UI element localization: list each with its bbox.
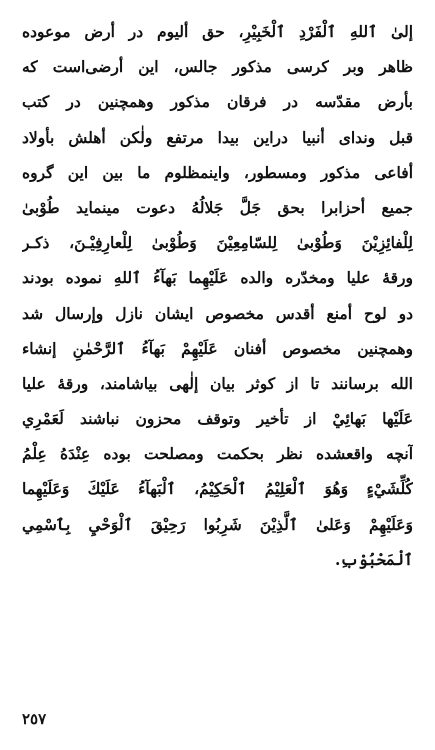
text-line-7: لِلْفائِزِيْنَ وَطُوْبىٰ لِلسّامِعِيْنَ وَطُوْبىٰ لِلْعارِفِيْـنَ، ذكـر	[22, 233, 413, 253]
page-number: ٢٥٧	[22, 710, 47, 728]
text-line-5: أفاعى مذكور ومسطور، واينمظلوم ما بين اين گروه	[22, 162, 413, 182]
body-text	[22, 14, 413, 577]
text-line-4: قبل ونداى أنبيا دراين بيدا مرتفع ولٰكن أهلش بأولاد	[22, 127, 413, 147]
text-line-10: وهمچنين مخصوص أفنان عَلَيْهِمْ بَهآءُ ٱلرَّحْمٰنِ إنشاء	[22, 338, 413, 358]
text-line-14: كُلِّشَيْءٍ وَهُوَ ٱلْعَلِيْمُ ٱلْحَكِيْمُ، ٱلْبَهآءُ عَلَيْكَ وَعَلَيْهِما	[22, 479, 413, 499]
text-line-13: آنچه واقعشده نظر بحكمت ومصلحت بوده عِنْدَهُ عِلْمُ	[22, 444, 413, 464]
text-line-8: ورقهٔ عليا ومخدّره والده عَلَيْهِما بَهآءُ ٱللهِ نموده بودند	[22, 268, 413, 288]
text-line-2: ظاهر وبر كرسى مذكور جالس، اين أرضى‌است كه	[22, 57, 413, 77]
text-line-3: بأرض مقدّسه در فرقان مذكور وهمچنين در كتب	[22, 92, 413, 112]
text-line-9: دو لوح أمنع أقدس مخصوص ايشان نازل وإرسال شد	[22, 303, 413, 323]
text-line-11: الله برسانند تا از كوثر بيان إلٰهى بياشامند، ورقهٔ عليا	[22, 373, 413, 393]
text-line-1: إلىٰ ٱللهِ ٱلْفَرْدِ ٱلْخَبِيْرِ، حق أليوم در أرض موعوده	[22, 22, 413, 41]
text-line-16: ٱلْمَحْبُوْبِ.	[334, 549, 413, 569]
text-line-6: جميع أحزابرا بحق جَلَّ جَلالُهُ دعوت مينمايد طُوْبىٰ	[22, 197, 413, 217]
text-line-12: عَلَيْها بَهائِيْ از تأخير وتوقف محزون نباشند لَعَمْرِي	[22, 409, 413, 429]
text-line-15: وَعَلَيْهِمْ وَعَلىٰ ٱلَّذِيْنَ شَرِبُوا رَحِيْقَ ٱلْوَحْيِ بِٱسْمِي	[22, 514, 413, 534]
